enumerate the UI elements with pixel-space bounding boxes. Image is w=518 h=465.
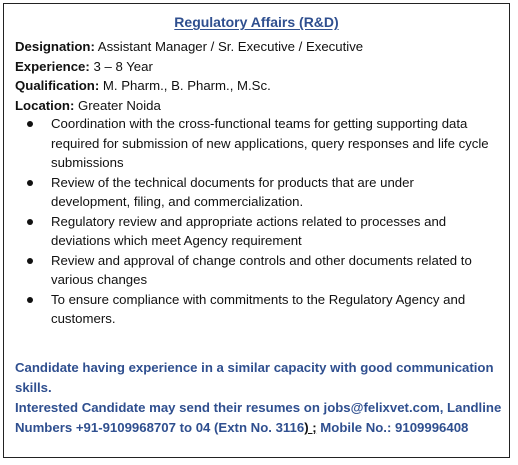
job-posting-box	[3, 3, 510, 458]
bullet-icon	[27, 121, 33, 127]
designation-label: Designation:	[15, 39, 95, 54]
location-row	[15, 96, 505, 116]
mobile-number: Mobile No.: 9109996408	[316, 420, 469, 435]
candidate-requirement: Candidate having experience in a similar capacity with good communication skills.	[15, 360, 494, 395]
list-item	[51, 212, 496, 251]
page-title: Regulatory Affairs (R&D)	[174, 14, 339, 30]
contact-text: Interested Candidate may send their resumes on jobs@felixvet.com, Landline Numbers +91-9109968707 to 04 (Extn No. 3116	[15, 400, 502, 435]
application-info	[15, 358, 507, 438]
designation-row	[15, 37, 505, 57]
bullet-icon	[27, 219, 33, 225]
list-item-text: Review and approval of change controls and other documents related to various changes	[51, 252, 472, 287]
contact-separator: ) ;	[304, 420, 317, 435]
bullet-icon	[27, 297, 33, 303]
list-item	[51, 173, 496, 212]
location-value: Greater Noida	[74, 97, 161, 113]
list-item	[51, 251, 496, 290]
job-details	[15, 37, 505, 115]
bullet-icon	[27, 258, 33, 264]
qualification-value: M. Pharm., B. Pharm., M.Sc.	[99, 78, 271, 93]
contact-details	[15, 398, 507, 438]
qualification-label: Qualification:	[15, 78, 100, 93]
experience-row	[15, 57, 505, 77]
list-item	[51, 290, 496, 329]
list-item-text: To ensure compliance with commitments to the Regulatory Agency and customers.	[51, 291, 466, 326]
designation-value: Assistant Manager / Sr. Executive / Executive	[94, 39, 364, 54]
list-item-text: Review of the technical documents for products that are under development, filing, and commercialization.	[51, 174, 414, 209]
list-item-text: Regulatory review and appropriate actions related to processes and deviations which meet Agency requirement	[51, 213, 447, 248]
list-item-text: Coordination with the cross-functional teams for getting supporting data required for submission of new applications, query responses and life cycle submissions	[51, 116, 489, 170]
experience-value: 3 – 8 Year	[89, 58, 153, 74]
qualification-row	[15, 76, 505, 96]
responsibilities-list	[51, 114, 496, 329]
experience-label: Experience:	[15, 58, 90, 74]
location-label: Location:	[15, 97, 75, 113]
bullet-icon	[27, 180, 33, 186]
list-item	[51, 114, 496, 173]
